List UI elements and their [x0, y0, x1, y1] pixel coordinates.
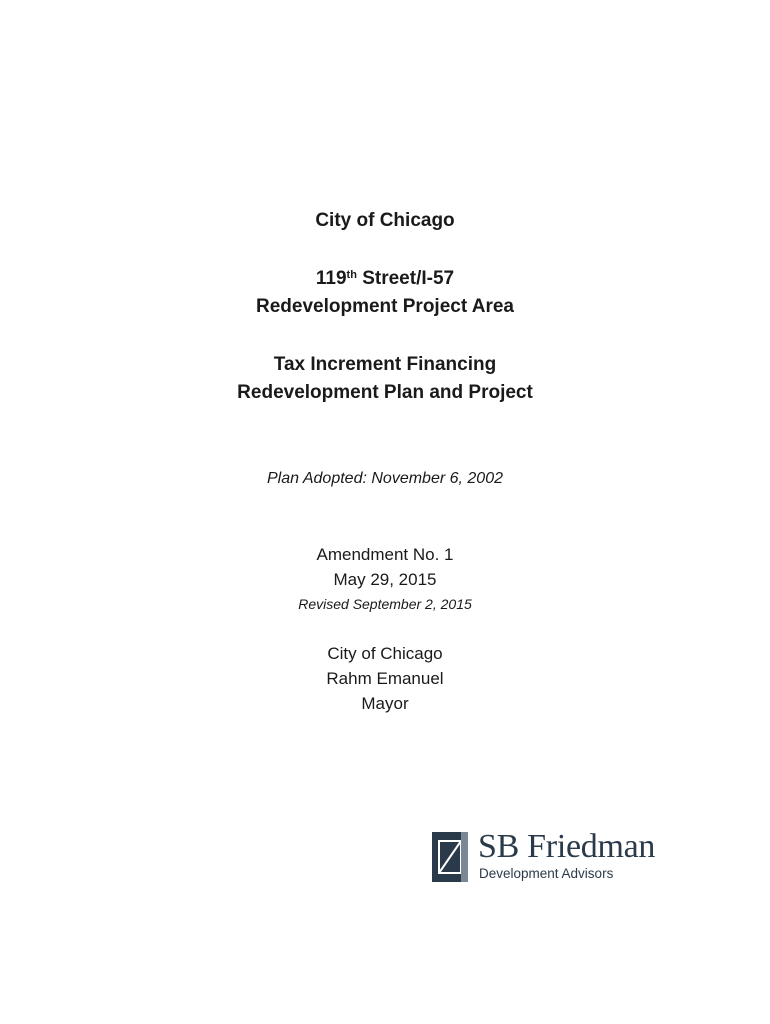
footer-city: City of Chicago	[327, 644, 443, 663]
sb-friedman-logo-mark-icon	[432, 832, 468, 882]
plan-title-line-1: Tax Increment Financing	[273, 354, 497, 375]
sb-friedman-logo	[430, 828, 680, 888]
street-number: 119	[315, 268, 347, 289]
logo-company-name: SB Friedman	[478, 828, 656, 865]
mayor-name: Rahm Emanuel	[326, 669, 444, 688]
plan-adopted-date: Plan Adopted: November 6, 2002	[266, 470, 503, 487]
logo-tagline: Development Advisors	[479, 866, 614, 881]
ordinal-suffix: th	[346, 269, 357, 281]
plan-title-line-2: Redevelopment Plan and Project	[237, 382, 533, 403]
city-heading: City of Chicago	[315, 210, 455, 231]
project-area-line-1	[0, 268, 770, 290]
street-name: Street/I-57	[356, 268, 455, 289]
revised-date: Revised September 2, 2015	[298, 596, 472, 612]
project-area-line-2: Redevelopment Project Area	[256, 296, 514, 317]
amendment-number: Amendment No. 1	[316, 545, 454, 564]
mayor-title: Mayor	[361, 694, 409, 713]
amendment-date: May 29, 2015	[333, 570, 437, 589]
